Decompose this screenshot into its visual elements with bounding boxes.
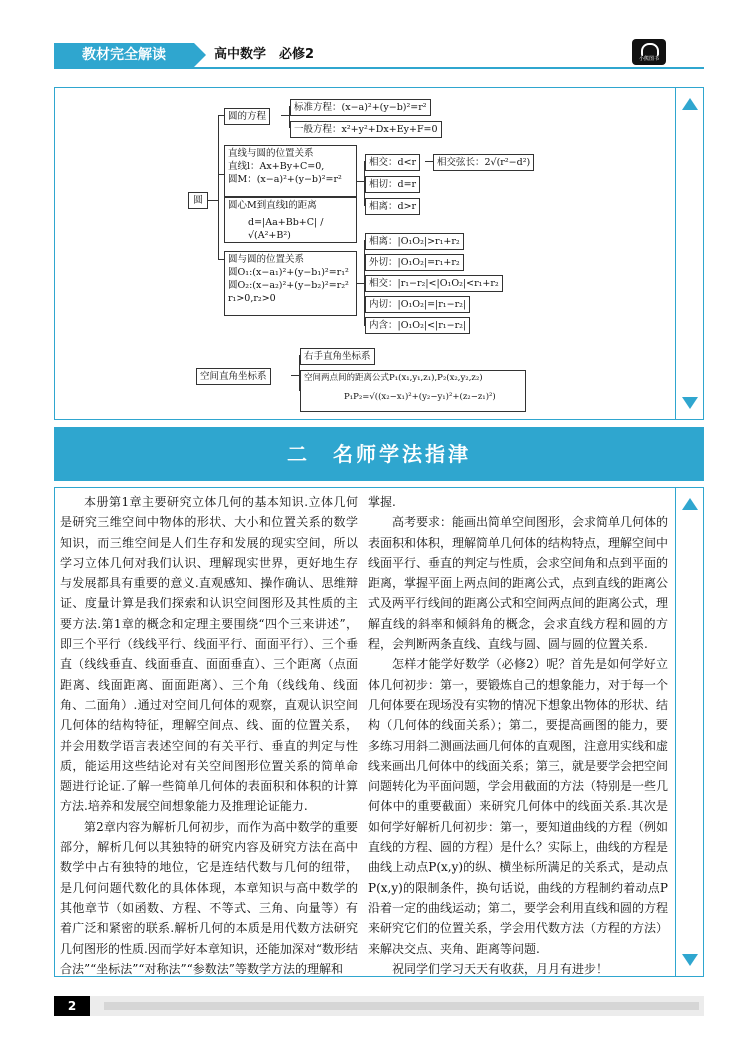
circle-equation: 圆M：(x−a)²+(y−b)²=r² bbox=[228, 174, 342, 185]
diagram-scrollbar[interactable] bbox=[675, 88, 703, 419]
page-header bbox=[54, 43, 704, 67]
connector bbox=[425, 161, 433, 162]
scroll-up-arrow-icon[interactable] bbox=[682, 498, 698, 510]
standard-equation: 标准方程：(x−a)²+(y−b)²=r² bbox=[290, 99, 431, 116]
separate-condition: 相离：d>r bbox=[365, 198, 420, 215]
paragraph: 第2章内容为解析几何初步，而作为高中数学的重要部分，解析几何以其独特的研究内容及研究方法在高中数学中占有独特的地位，它是连结代数与几何的纽带，是几何问题代数化的具体体现，本章知识与高中数学的其他章节（如函数、方程、不等式、三角、向量等）有着广泛和紧密的联系.解析几何的本质是用代数方法研究几何图形的性质.因而学好本章知识，还能加深对“数形结合法”“坐标法”“对称法”“参数法”等数学方法的理解和 bbox=[60, 819, 358, 976]
page-number: 2 bbox=[54, 996, 90, 1016]
connector bbox=[357, 283, 364, 284]
circles-external-tangent: 外切：|O₁O₂|=r₁+r₂ bbox=[365, 254, 464, 271]
connector bbox=[208, 200, 218, 201]
right-hand-system: 右手直角坐标系 bbox=[300, 348, 375, 365]
connector bbox=[291, 375, 299, 376]
scroll-down-arrow-icon[interactable] bbox=[682, 954, 698, 966]
circle-circle-box bbox=[224, 251, 357, 316]
paragraph: 祝同学们学习天天有收获，月月有进步！ bbox=[392, 961, 609, 976]
circle2-equation: 圆O₂:(x−a₂)²+(y−b₂)²=r₂² bbox=[228, 280, 349, 291]
space-distance-formula: P₁P₂=√((x₂−x₁)²+(y₂−y₁)²+(z₂−z₁)²) bbox=[344, 392, 496, 402]
tangent-condition: 相切：d=r bbox=[365, 176, 420, 193]
line-equation: 直线l：Ax+By+C=0, bbox=[228, 161, 325, 172]
connector bbox=[357, 181, 364, 182]
intersect-condition: 相交：d<r bbox=[365, 154, 420, 171]
diagram-root: 圆 bbox=[188, 192, 208, 209]
line-circle-box bbox=[224, 145, 357, 197]
scroll-down-arrow-icon[interactable] bbox=[682, 397, 698, 409]
connector bbox=[281, 115, 289, 116]
right-column bbox=[368, 492, 668, 979]
section-banner: 二 名师学法指津 bbox=[54, 427, 704, 481]
connector bbox=[218, 115, 219, 259]
space-coordinate-label: 空间直角坐标系 bbox=[196, 368, 271, 385]
header-tab: 教材完全解读 bbox=[54, 43, 194, 67]
header-rule bbox=[54, 67, 704, 69]
circle1-equation: 圆O₁:(x−a₁)²+(y−b₁)²=r₁² bbox=[228, 267, 349, 278]
left-column bbox=[60, 492, 358, 979]
circles-contain: 内含：|O₁O₂|<|r₁−r₂| bbox=[365, 317, 470, 334]
general-equation: 一般方程：x²+y²+Dx+Ey+F=0 bbox=[290, 121, 442, 138]
circles-internal-tangent: 内切：|O₁O₂|=|r₁−r₂| bbox=[365, 296, 470, 313]
paragraph: 本册第1章主要研究立体几何的基本知识.立体几何是研究三维空间中物体的形状、大小和位置关系的数学知识，而三维空间是人们生存和发展的现实空间，所以学习立体几何对我们认识、理解现实世界，更好地生存与发展都具有重要的意义.直观感知、操作确认、思维辩证、度量计算是我们探索和认识空间图形及其性质的主要方法.第1章的概念和定理主要围绕“四个三来讲述”，即三个平行（线线平行、线面平行、面面平行）、三个垂直（线线垂直、线面垂直、面面垂直）、三个距离（点面距离、线面距离、面面距离）、三个角（线线角、线面角、二面角）.通过对空间几何体的观察，直观认识空间几何体的结构特征，理解空间点、线、面的位置关系，并会用数学语言表述空间的有关平行、垂直的判定与性质，能运用这些结论对有关空间图形位置关系的简单命题进行论证.了解一些简单几何体的表面积和体积的计算方法.培养和发展空间想象能力及推理论证能力. bbox=[60, 495, 358, 814]
scroll-up-arrow-icon[interactable] bbox=[682, 98, 698, 110]
paragraph-continuation: 掌握. bbox=[368, 495, 396, 509]
space-distance-title: 空间两点间的距离公式P₁(x₁,y₁,z₁),P₂(x₂,y₂,z₂) bbox=[304, 373, 483, 383]
publisher-logo-icon: 小熊图书 bbox=[632, 39, 666, 65]
radius-condition: r₁>0,r₂>0 bbox=[228, 293, 276, 304]
distance-title: 圆心M到直线l的距离 bbox=[228, 200, 317, 211]
equation-label: 圆的方程 bbox=[224, 108, 270, 125]
circles-intersect: 相交：|r₁−r₂|<|O₁O₂|<r₁+r₂ bbox=[365, 275, 503, 292]
circles-separate: 相离：|O₁O₂|>r₁+r₂ bbox=[365, 233, 464, 250]
circle-circle-title: 圆与圆的位置关系 bbox=[228, 254, 305, 265]
paragraph: 高考要求：能画出简单空间图形，会求简单几何体的表面积和体积，理解简单几何体的结构特点，理解空间中线面平行、垂直的判定与性质，会求空间角和点到平面的距离，掌握平面上两点间的距离公式，点到直线的距离公式及两平行线间的距离公式和空间两点间的距离公式，理解直线的斜率和倾斜角的概念，会求直线方程和圆的方程，会判断两条直线、直线与圆、圆与圆的位置关系. bbox=[368, 515, 669, 652]
line-circle-title: 直线与圆的位置关系 bbox=[228, 148, 314, 159]
distance-formula: d=|Aa+Bb+C| / √(A²+B²) bbox=[248, 217, 324, 241]
paragraph: 怎样才能学好数学（必修2）呢？首先是如何学好立体几何初步：第一，要锻炼自己的想象能力，对于每一个几何体要在现场没有实物的情况下想象出物体的形状、结构（几何体的线面关系）；第二，要提高画图的能力，要多练习用斜二测画法画几何体的直观图，注意用实线和虚线来画出几何体中的线面关系；第三，就是要学会把空间问题转化为平面问题，学会用截面的方法（特别是一些几何体中的重要截面）来研究几何体中的线面关系.其次是如何学好解析几何初步：第一，要知道曲线的方程（例如直线的方程、圆的方程）是什么？实际上，曲线的方程是曲线上动点P(x,y)的纵、横坐标所满足的关系式，是动点P(x,y)的限制条件，换句话说，曲线的方程制约着动点P沿着一定的曲线运动；第二，要学会利用直线和圆的方程来研究它们的位置关系，学会用代数方法（方程的方法）来解决交点、夹角、距离等问题. bbox=[368, 657, 669, 956]
text-scrollbar[interactable] bbox=[675, 488, 703, 976]
space-distance-box bbox=[300, 370, 526, 412]
footer-stripe bbox=[104, 1002, 699, 1010]
header-title: 高中数学 必修2 bbox=[214, 47, 315, 62]
distance-box bbox=[224, 197, 357, 243]
diagram-panel bbox=[54, 87, 704, 420]
chord-length: 相交弦长：2√(r²−d²) bbox=[433, 154, 534, 171]
